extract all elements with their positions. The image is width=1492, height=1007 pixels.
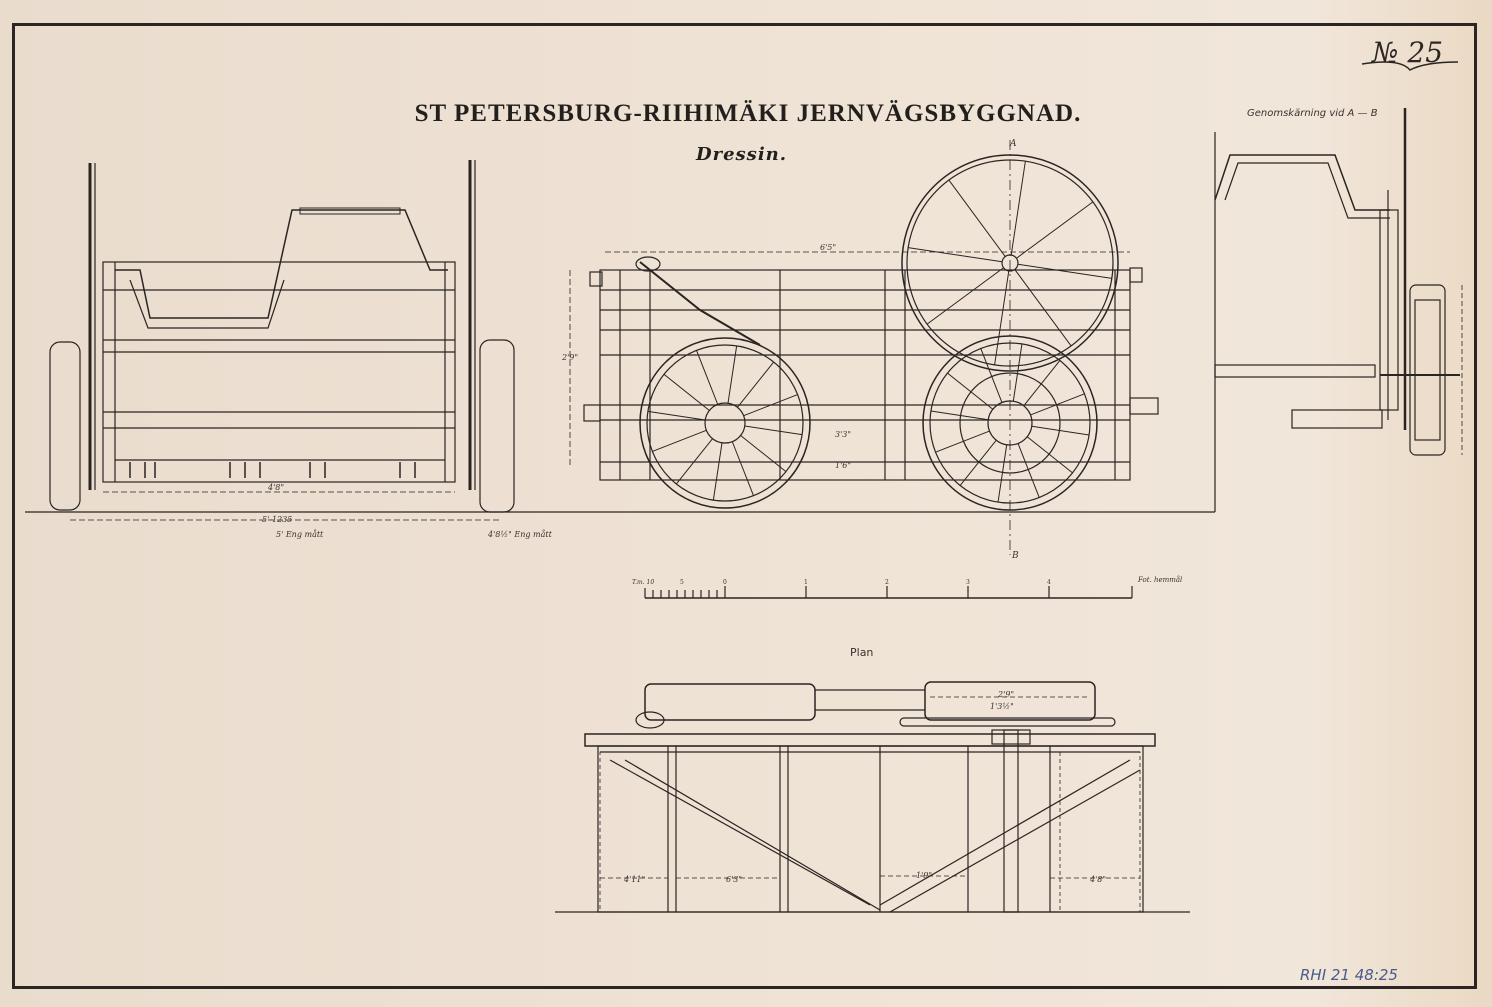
scale-tick-4: 4 xyxy=(1047,579,1051,586)
scale-tick-1: 1 xyxy=(804,579,808,586)
section-view xyxy=(1215,108,1462,455)
wheel-spoke xyxy=(1016,202,1092,258)
plan-dim-4: 6'3" xyxy=(726,875,743,884)
scale-tick-3: 3 xyxy=(966,579,970,586)
scale-left-label: T.m. 10 xyxy=(632,579,655,586)
side-view-dim-1: 6'5" xyxy=(820,243,837,252)
plan-label: Plan xyxy=(850,646,874,659)
wheel-spoke xyxy=(1011,161,1025,255)
sheet-number-flourish xyxy=(1362,62,1458,70)
side-view xyxy=(540,132,1215,555)
wheel-spoke xyxy=(908,248,1002,262)
scale-bar xyxy=(645,586,1132,598)
wheel-spoke xyxy=(927,268,1003,324)
wheel-spoke xyxy=(981,349,1002,403)
end-view xyxy=(25,160,540,520)
scale-tick-5: 5 xyxy=(680,579,684,586)
end-view-dim-3: 5' Eng mått xyxy=(276,530,324,539)
wheel-spoke xyxy=(1013,344,1022,401)
wheel-spoke xyxy=(998,445,1007,502)
wheel-spoke xyxy=(931,411,988,420)
wheel-spoke xyxy=(1018,443,1039,497)
scale-tick-2: 2 xyxy=(885,579,889,586)
wheel-spoke xyxy=(949,180,1005,256)
wheel-spoke xyxy=(936,431,990,452)
plan-dim-2: 1'3½" xyxy=(990,702,1014,711)
wheel-spoke xyxy=(652,430,706,451)
plan-dim-5: 1'9" xyxy=(916,871,933,880)
wheel-spoke xyxy=(697,350,718,404)
wheel-spoke xyxy=(732,442,753,496)
marker-b: B xyxy=(1012,551,1019,561)
end-view-dim-2: 5'-1235 xyxy=(262,515,293,524)
wheel-spoke xyxy=(1032,426,1089,435)
wheel-spoke xyxy=(1015,269,1071,345)
scale-right-label: Fot. hemmål xyxy=(1138,576,1183,584)
drawing-title: ST PETERSBURG-RIIHIMÄKI JERNVÄGSBYGGNAD. xyxy=(414,100,1082,127)
plan-dim-6: 4'8" xyxy=(1090,875,1107,884)
archive-mark: RHI 21 48:25 xyxy=(1300,966,1398,984)
side-view-dim-2: 2'9" xyxy=(562,353,579,362)
wheel-spoke xyxy=(648,411,705,420)
wheel-spokes xyxy=(648,161,1112,502)
scale-tick-0: 0 xyxy=(723,579,727,586)
side-view-dim-4: 1'6" xyxy=(835,461,852,470)
drawing-subtitle: Dressin. xyxy=(696,144,788,165)
wheel-spoke xyxy=(741,435,786,471)
end-view-dim-4: 4'8½" Eng mått xyxy=(488,530,552,539)
wheel-spoke xyxy=(676,439,712,484)
wheel-spoke xyxy=(737,362,773,407)
section-label: Genomskärning vid A — B xyxy=(1247,108,1378,119)
side-view-dim-3: 3'3" xyxy=(835,430,852,439)
plan-dim-3: 4'11" xyxy=(624,875,646,884)
wheel-spoke xyxy=(1018,264,1112,278)
wheel-spoke xyxy=(1030,394,1084,415)
plan-dim-1: 2'9" xyxy=(998,690,1015,699)
sheet-number: № 25 xyxy=(1372,36,1444,69)
end-view-dim-1: 4'8" xyxy=(268,483,285,492)
marker-a: A xyxy=(1010,139,1017,149)
wheel-spoke xyxy=(713,443,722,500)
wheel-spoke xyxy=(745,426,802,435)
wheel-spoke xyxy=(995,271,1009,365)
